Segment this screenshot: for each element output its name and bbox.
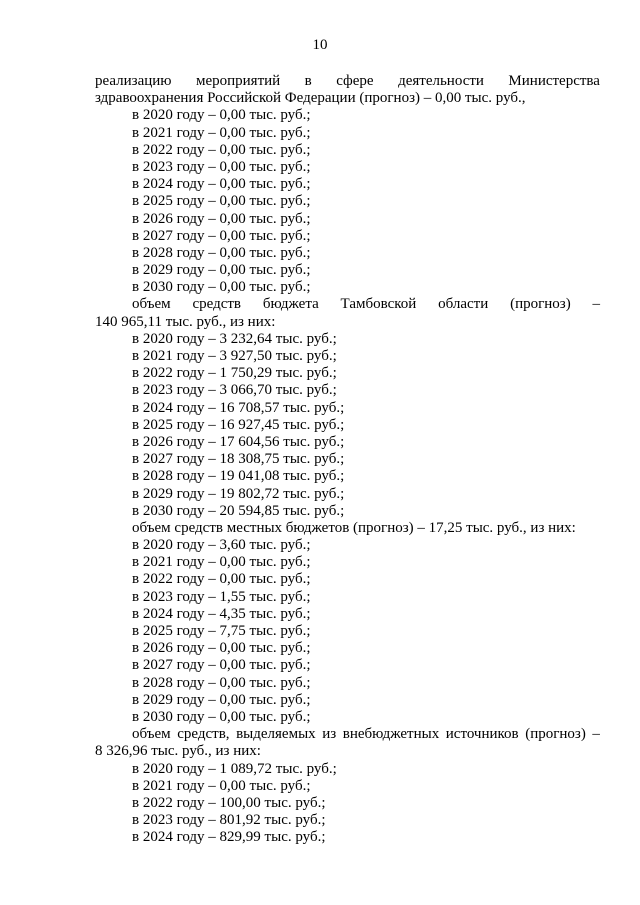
word: (прогноз) xyxy=(525,726,586,743)
local-year-line: в 2029 году – 0,00 тыс. руб.; xyxy=(132,691,311,708)
regional-year-line: в 2028 году – 19 041,08 тыс. руб.; xyxy=(132,468,345,485)
extrabudget-year-line: в 2021 году – 0,00 тыс. руб.; xyxy=(132,777,311,794)
local-year-line: в 2021 году – 0,00 тыс. руб.; xyxy=(132,554,311,571)
word: внебюджетных xyxy=(342,726,440,743)
federal-year-line: в 2023 году – 0,00 тыс. руб.; xyxy=(132,158,311,175)
word: Министерства xyxy=(508,73,600,89)
regional-year-line: в 2024 году – 16 708,57 тыс. руб.; xyxy=(132,399,345,416)
federal-year-line: в 2020 году – 0,00 тыс. руб.; xyxy=(132,107,311,124)
extrabudget-year-line: в 2023 году – 801,92 тыс. руб.; xyxy=(132,812,326,829)
federal-year-line: в 2029 году – 0,00 тыс. руб.; xyxy=(132,262,311,279)
federal-paragraph-line-2: здравоохранения Российской Федерации (прогноз) – 0,00 тыс. руб., xyxy=(95,90,526,107)
federal-year-line: в 2028 году – 0,00 тыс. руб.; xyxy=(132,244,311,261)
word: объем xyxy=(132,726,171,743)
federal-year-line: в 2030 году – 0,00 тыс. руб.; xyxy=(132,279,311,296)
word: мероприятий xyxy=(195,73,281,89)
local-paragraph: объем средств местных бюджетов (прогноз) – 17,25 тыс. руб., из них: xyxy=(132,519,576,536)
word: из xyxy=(322,726,337,743)
extrabudget-paragraph-line-2: 8 326,96 тыс. руб., из них: xyxy=(95,743,261,760)
word: объем xyxy=(132,296,171,313)
local-year-line: в 2025 году – 7,75 тыс. руб.; xyxy=(132,623,311,639)
local-year-line: в 2026 году – 0,00 тыс. руб.; xyxy=(132,640,311,657)
local-year-line: в 2020 году – 3,60 тыс. руб.; xyxy=(132,537,311,554)
regional-paragraph-line-1 xyxy=(95,296,600,313)
word: области xyxy=(438,296,489,313)
word: – xyxy=(592,296,600,313)
regional-year-line: в 2022 году – 1 750,29 тыс. руб.; xyxy=(132,365,337,382)
word: источников xyxy=(445,726,519,743)
local-year-line: в 2027 году – 0,00 тыс. руб.; xyxy=(132,657,311,674)
word: – xyxy=(592,726,600,743)
word: деятельности xyxy=(398,73,484,89)
regional-year-line: в 2027 году – 18 308,75 тыс. руб.; xyxy=(132,451,345,468)
page-number: 10 xyxy=(312,37,328,53)
regional-year-line: в 2021 году – 3 927,50 тыс. руб.; xyxy=(132,348,337,364)
word: Тамбовской xyxy=(340,296,417,313)
word: средств, xyxy=(177,726,230,743)
federal-year-line: в 2027 году – 0,00 тыс. руб.; xyxy=(132,227,311,244)
federal-year-line: в 2025 году – 0,00 тыс. руб.; xyxy=(132,193,311,210)
document-body xyxy=(95,73,600,846)
regional-year-line: в 2026 году – 17 604,56 тыс. руб.; xyxy=(132,433,345,450)
local-year-line: в 2024 году – 4,35 тыс. руб.; xyxy=(132,605,311,622)
regional-year-line: в 2020 году – 3 232,64 тыс. руб.; xyxy=(132,330,337,347)
word: бюджета xyxy=(262,296,319,313)
word: средств xyxy=(192,296,242,313)
local-year-line: в 2022 году – 0,00 тыс. руб.; xyxy=(132,571,311,588)
word: выделяемых xyxy=(236,726,316,743)
extrabudget-year-line: в 2022 году – 100,00 тыс. руб.; xyxy=(132,794,326,811)
extrabudget-year-line: в 2024 году – 829,99 тыс. руб.; xyxy=(132,829,326,846)
local-year-line: в 2030 году – 0,00 тыс. руб.; xyxy=(132,708,311,725)
word: сфере xyxy=(336,73,374,89)
federal-year-line: в 2026 году – 0,00 тыс. руб.; xyxy=(132,210,311,227)
regional-year-line: в 2030 году – 20 594,85 тыс. руб.; xyxy=(132,502,345,519)
local-year-line: в 2023 году – 1,55 тыс. руб.; xyxy=(132,588,311,605)
federal-paragraph-line-1 xyxy=(95,73,600,90)
word: в xyxy=(304,73,312,89)
extrabudget-paragraph-line-1 xyxy=(95,726,600,743)
word: (прогноз) xyxy=(510,296,571,313)
regional-paragraph-line-2: 140 965,11 тыс. руб., из них: xyxy=(95,313,276,330)
extrabudget-year-line: в 2020 году – 1 089,72 тыс. руб.; xyxy=(132,760,337,777)
federal-year-line: в 2022 году – 0,00 тыс. руб.; xyxy=(132,141,311,158)
federal-year-line: в 2024 году – 0,00 тыс. руб.; xyxy=(132,176,311,193)
regional-year-line: в 2029 году – 19 802,72 тыс. руб.; xyxy=(132,485,345,502)
local-year-line: в 2028 году – 0,00 тыс. руб.; xyxy=(132,674,311,691)
regional-year-line: в 2025 году – 16 927,45 тыс. руб.; xyxy=(132,416,345,433)
word: реализацию xyxy=(95,73,172,89)
federal-year-line: в 2021 году – 0,00 тыс. руб.; xyxy=(132,124,311,141)
regional-year-line: в 2023 году – 3 066,70 тыс. руб.; xyxy=(132,382,337,399)
